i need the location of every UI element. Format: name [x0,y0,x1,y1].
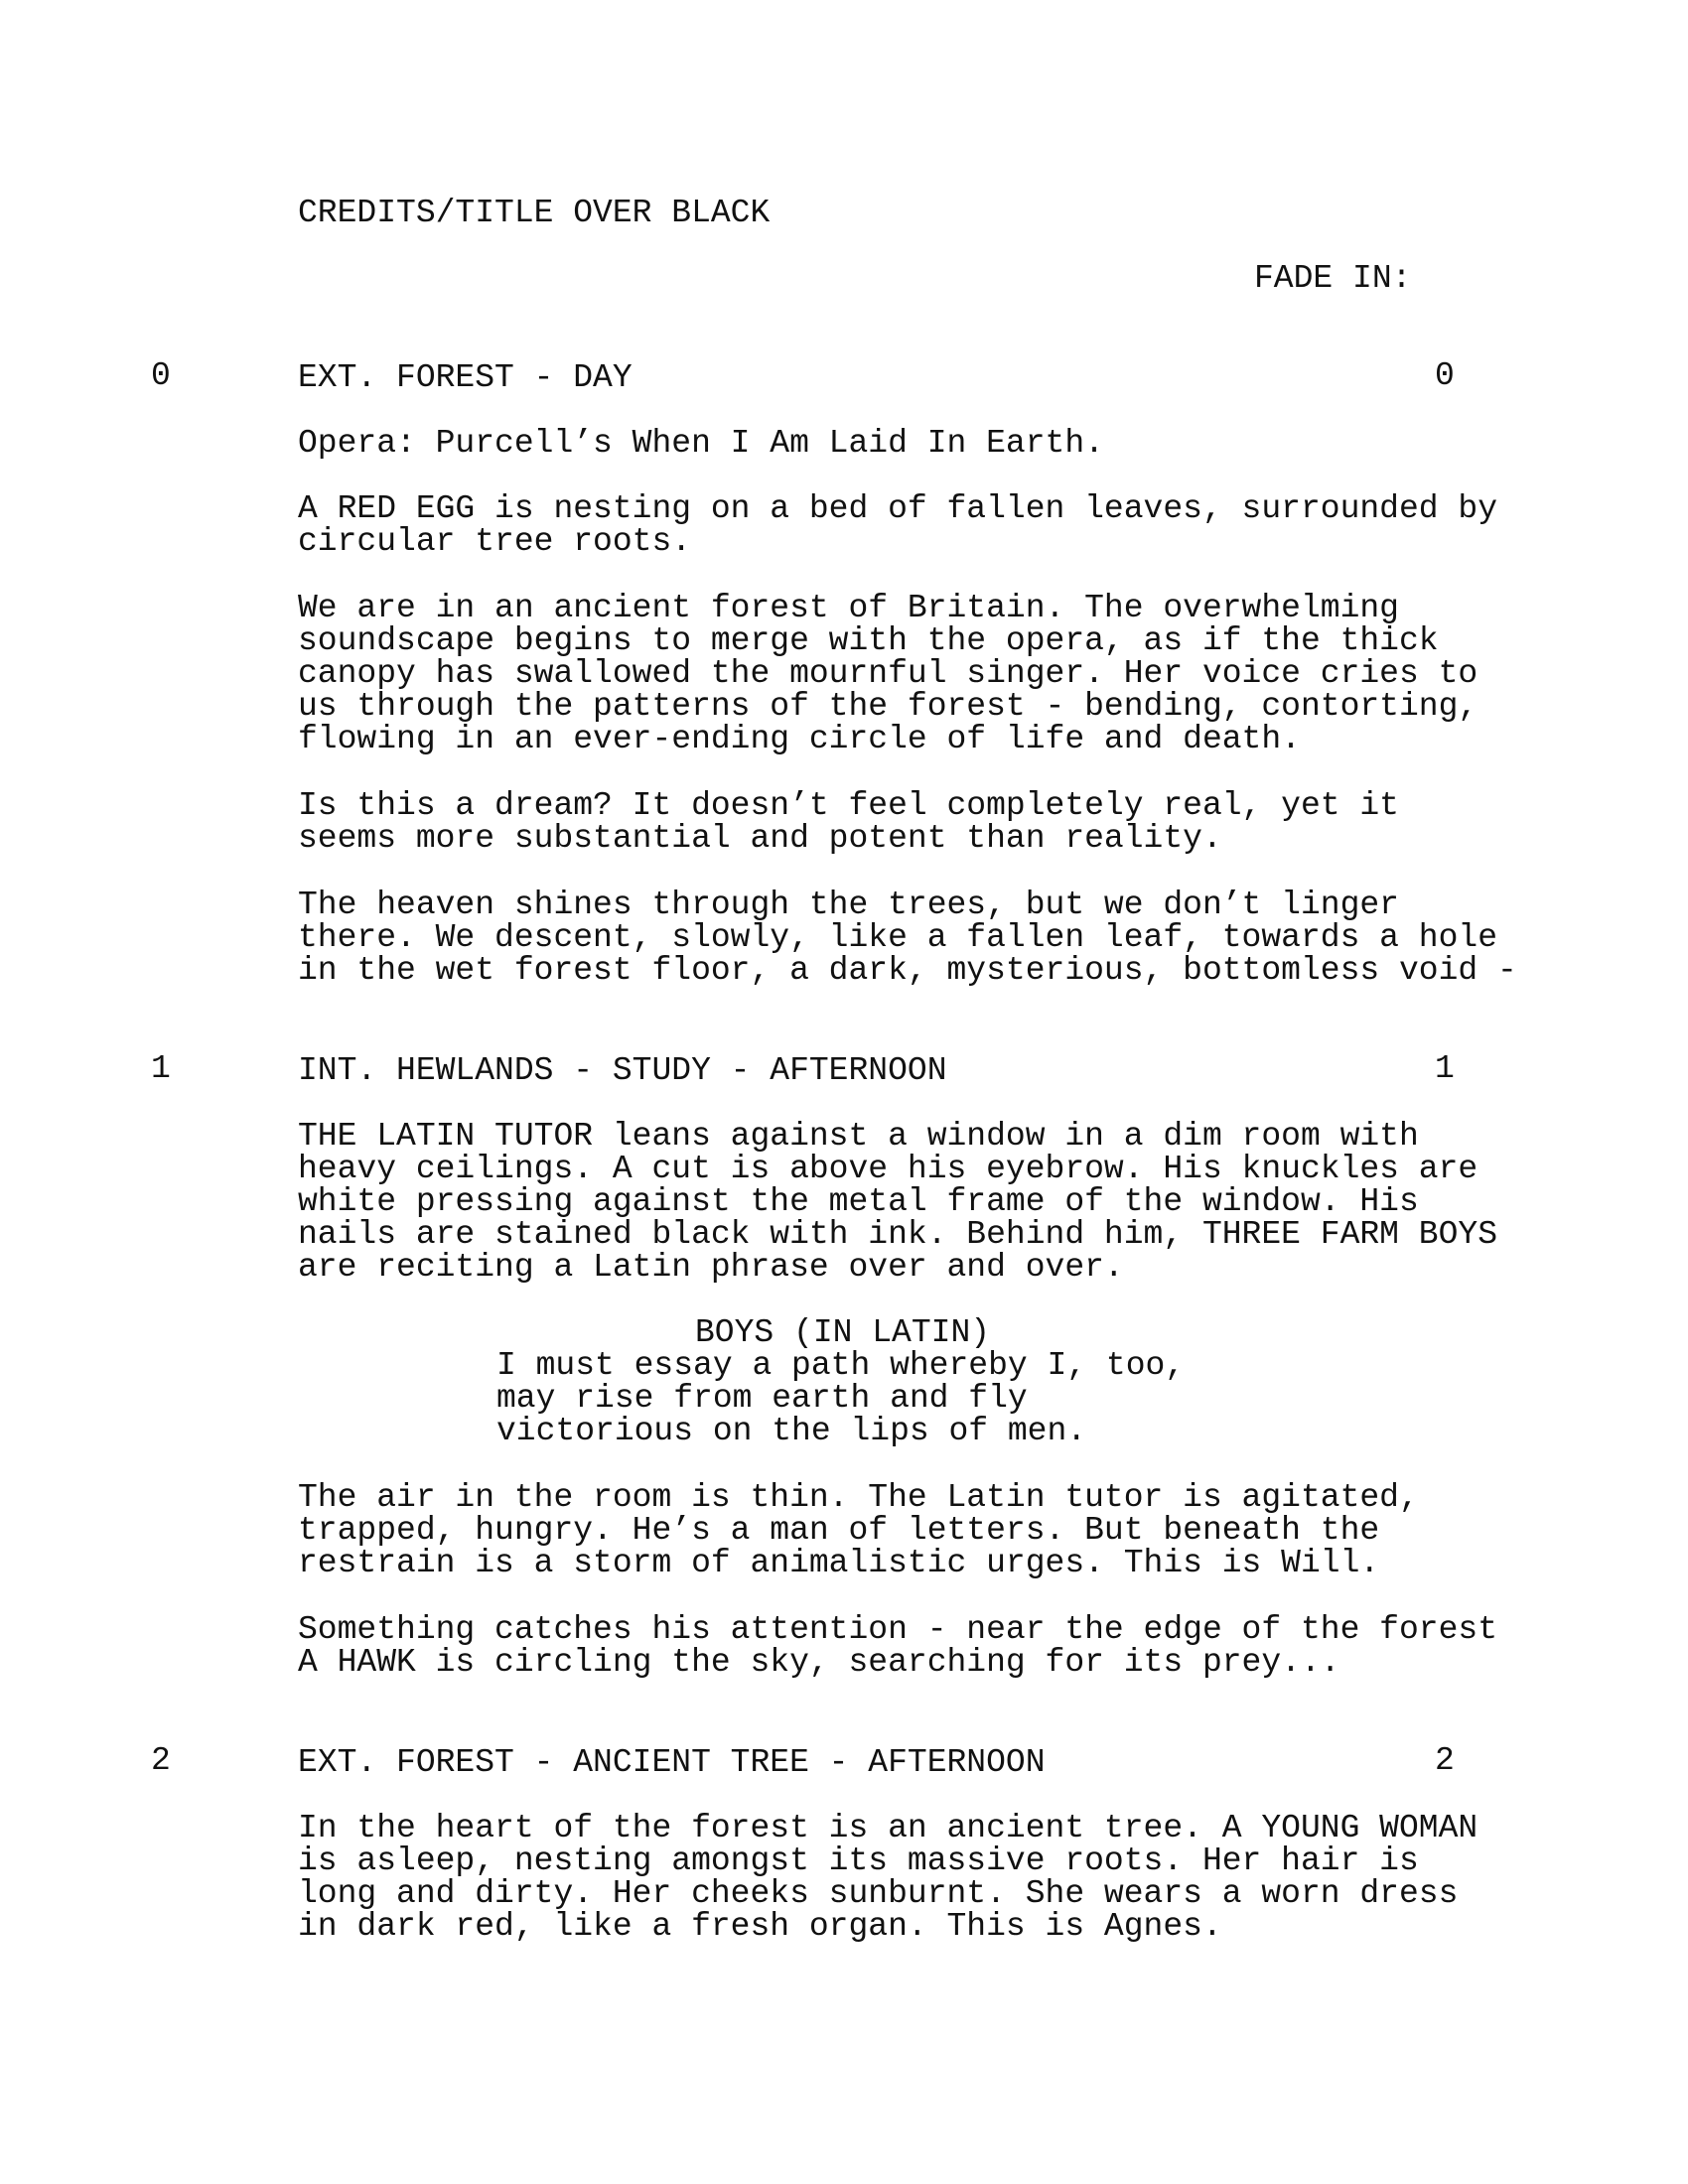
action-paragraph: The air in the room is thin. The Latin tutor is agitated, trapped, hungry. He’s a man of letters. But beneath the restrain is a storm of animalistic urges. This is Will. [298,1479,1419,1581]
scene-number-left: 1 [151,1050,171,1087]
action-paragraph: A RED EGG is nesting on a bed of fallen leaves, surrounded by circular tree roots. [298,490,1497,560]
action-paragraph: Is this a dream? It doesn’t feel completely real, yet it seems more substantial and potent than reality. [298,787,1399,857]
scene-number-left: 2 [151,1742,171,1779]
scene-number-left: 0 [151,357,171,394]
action-paragraph: In the heart of the forest is an ancient tree. A YOUNG WOMAN is asleep, nesting amongst its massive roots. Her hair is long and dirty. Her cheeks sunburnt. She wears a worn dress in dark red, like a fresh organ. This is Agnes. [298,1810,1478,1945]
scene-number-right: 1 [1435,1050,1455,1087]
scene-number-right: 2 [1435,1742,1455,1779]
action-paragraph: The heaven shines through the trees, but we don’t linger there. We descent, slowly, like a fallen leaf, towards a hole in the wet forest floor, a dark, mysterious, bottomless void - [298,887,1517,989]
action-paragraph: Opera: Purcell’s When I Am Laid In Earth. [298,425,1104,462]
scene-heading: EXT. FOREST - DAY [298,359,633,396]
scene-heading: EXT. FOREST - ANCIENT TREE - AFTERNOON [298,1744,1046,1781]
action-paragraph: Something catches his attention - near the edge of the forest A HAWK is circling the sky, searching for its prey... [298,1611,1497,1681]
dialogue-block: I must essay a path whereby I, too, may rise from earth and fly victorious on the lips of men. [496,1347,1186,1449]
scene-number-right: 0 [1435,357,1455,394]
action-paragraph: THE LATIN TUTOR leans against a window in a dim room with heavy ceilings. A cut is above his eyebrow. His knuckles are white pressing against the metal frame of the window. His nails are stained black with ink. Behind him, THREE FARM BOYS are reciting a Latin phrase over and over. [298,1118,1497,1286]
transition-fade-in: FADE IN: [1254,260,1412,297]
character-cue: BOYS (IN LATIN) [695,1314,991,1351]
scene-heading: INT. HEWLANDS - STUDY - AFTERNOON [298,1052,947,1089]
credits-line: CREDITS/TITLE OVER BLACK [298,195,771,231]
action-paragraph: We are in an ancient forest of Britain. The overwhelming soundscape begins to merge with the opera, as if the thick canopy has swallowed the mournful singer. Her voice cries to us through the patterns of the forest - bending, contorting, flowing in an ever-ending circle of life and death. [298,590,1478,757]
